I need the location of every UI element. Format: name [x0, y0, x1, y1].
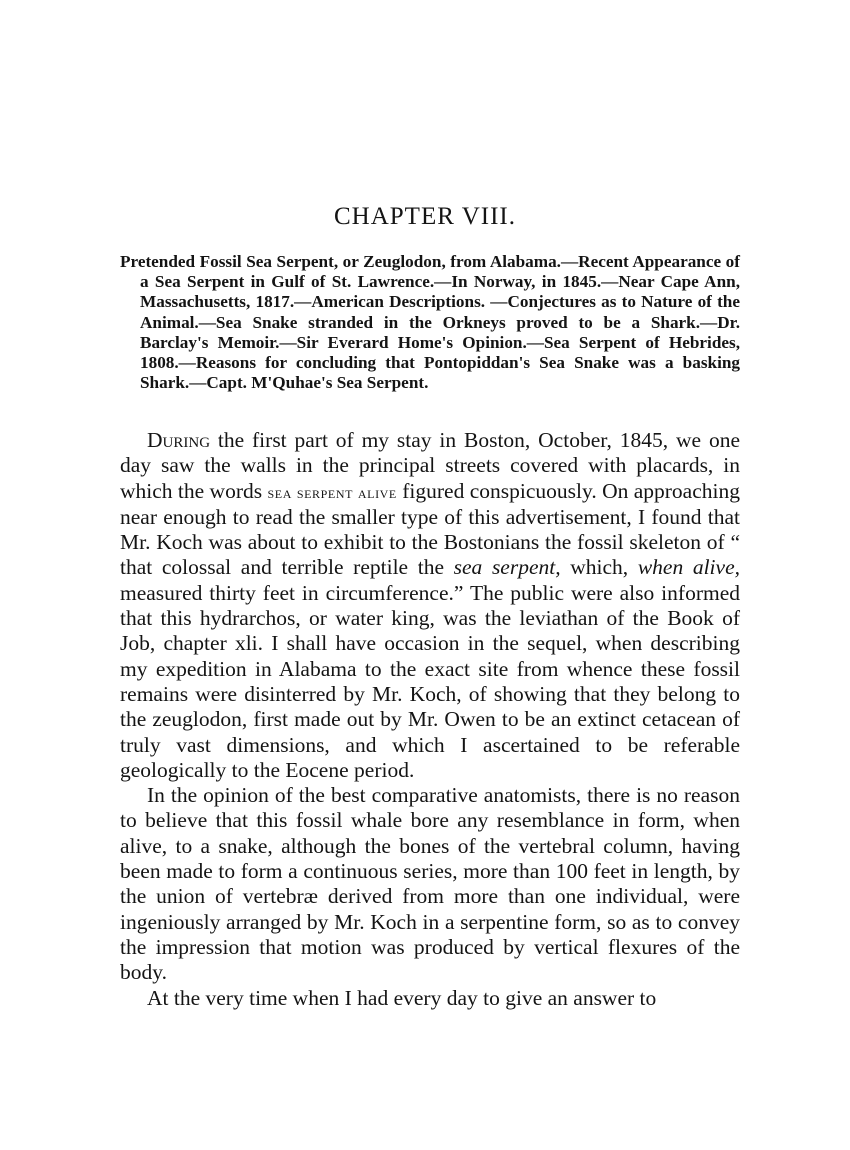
chapter-title: CHAPTER VIII. [334, 203, 516, 230]
paragraph-2: In the opinion of the best comparative anatomists, there is no reason to believe that this fossil whale bore any resemblance in form, when alive, to a snake, although the bones of the vertebral column, having been made to form a continuous series, more than 100 feet in length, by the union of vertebræ derived from more than one individual, were ingeniously arranged by Mr. Koch in a serpentine form, so as to convey the impression that motion was produced by vertical flexures of the body. [120, 783, 740, 985]
paragraph-1 [120, 428, 740, 783]
placard-phrase: sea serpent alive [267, 482, 397, 502]
paragraph-1-text-a: the first part of my stay in Boston, October, 1845, we one day saw the walls in the principal streets covered with placards, in which the words [120, 428, 740, 503]
body-text [120, 428, 740, 1011]
opening-word: During [147, 428, 211, 452]
paragraph-1-text-c: which, [560, 555, 638, 580]
italic-sea-serpent: sea serpent, [453, 555, 561, 580]
paragraph-3: At the very time when I had every day to give an answer to [147, 985, 657, 1010]
chapter-synopsis: Pretended Fossil Sea Serpent, or Zeuglodon, from Alabama.—Recent Appearance of a Sea Serpent in Gulf of St. Lawrence.—In Norway, in 1845.—Near Cape Ann, Massachusetts, 1817.—American Descriptions. —Conjectures as to Nature of the Animal.—Sea Snake stranded in the Orkneys proved to be a Shark.—Dr. Barclay's Memoir.—Sir Everard Home's Opinion.—Sea Serpent of Hebrides, 1808.—Reasons for concluding that Pontopiddan's Sea Snake was a basking Shark.—Capt. M'Quhae's Sea Serpent. [120, 252, 740, 393]
paragraph-1-text-b: figured conspicuously. On approaching near enough to read the smaller type of this advertisement, I found that Mr. Koch was about to exhibit to the Bostonians the fossil skeleton of “ that colossal and terrible reptile the [120, 478, 740, 580]
italic-when-alive: when alive, [637, 555, 740, 580]
paragraph-1-text-d: measured thirty feet in circumference.” The public were also informed that this hydrarchos, or water king, was the leviathan of the Book of Job, chapter xli. I shall have occasion in the sequel, when describing my expedition in Alabama to the exact site from whence these fossil remains were disinterred by Mr. Koch, of showing that they belong to the zeuglodon, first made out by Mr. Owen to be an extinct cetacean of truly vast dimensions, and which I ascertained to be referable geologically to the Eocene period. [120, 580, 740, 782]
